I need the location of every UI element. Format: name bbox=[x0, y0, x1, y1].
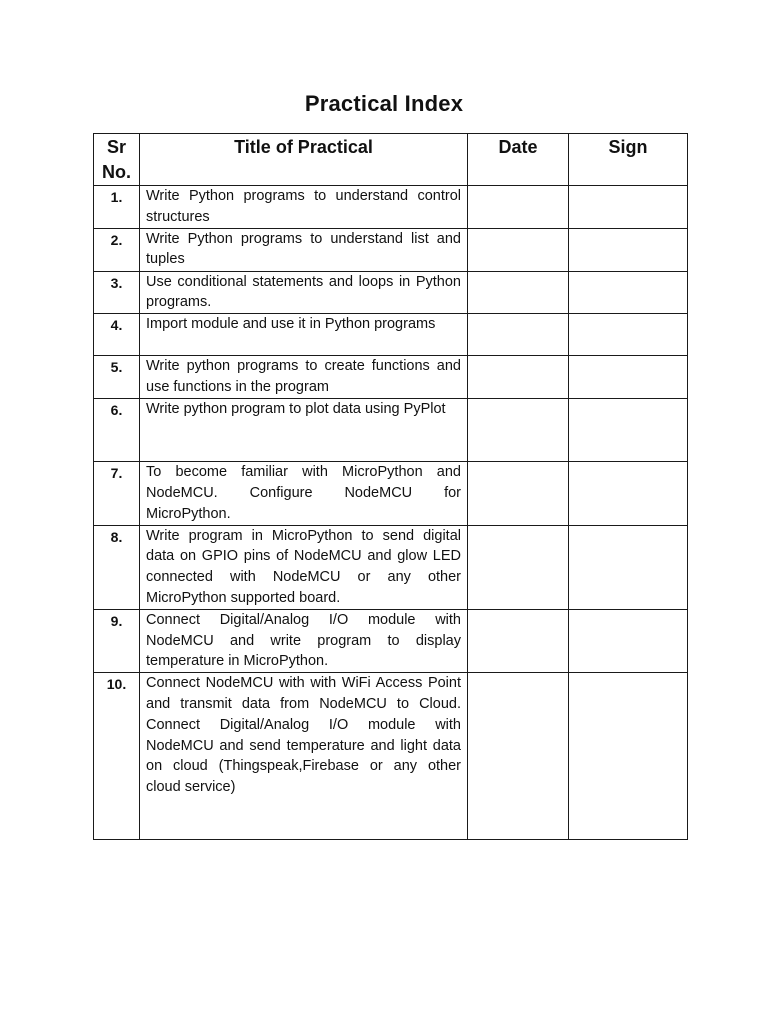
sign-cell bbox=[569, 186, 688, 229]
sr-no-cell: 1. bbox=[94, 186, 140, 229]
sr-no-cell: 4. bbox=[94, 314, 140, 356]
sign-cell bbox=[569, 462, 688, 525]
practical-title-cell: Write Python programs to understand list and tuples bbox=[140, 228, 468, 271]
sr-no-header bbox=[94, 134, 140, 186]
sign-cell bbox=[569, 314, 688, 356]
table-row bbox=[94, 399, 688, 462]
date-cell bbox=[468, 356, 569, 399]
date-cell bbox=[468, 228, 569, 271]
date-cell bbox=[468, 314, 569, 356]
date-cell bbox=[468, 609, 569, 672]
table-row bbox=[94, 462, 688, 525]
sr-no-cell: 9. bbox=[94, 609, 140, 672]
date-cell bbox=[468, 525, 569, 609]
sign-cell bbox=[569, 609, 688, 672]
date-cell bbox=[468, 462, 569, 525]
sr-no-cell: 10. bbox=[94, 673, 140, 840]
sign-header: Sign bbox=[569, 134, 688, 186]
sr-no-cell: 8. bbox=[94, 525, 140, 609]
sign-cell bbox=[569, 673, 688, 840]
practical-title-cell: To become familiar with MicroPython and NodeMCU. Configure NodeMCU for MicroPython. bbox=[140, 462, 468, 525]
sign-cell bbox=[569, 356, 688, 399]
table-row bbox=[94, 673, 688, 840]
title-header: Title of Practical bbox=[140, 134, 468, 186]
table-header-row bbox=[94, 134, 688, 186]
table-row bbox=[94, 186, 688, 229]
practical-title-cell: Use conditional statements and loops in Python programs. bbox=[140, 271, 468, 314]
practical-title-cell: Connect Digital/Analog I/O module with NodeMCU and write program to display temperature in MicroPython. bbox=[140, 609, 468, 672]
sr-no-cell: 2. bbox=[94, 228, 140, 271]
date-cell bbox=[468, 186, 569, 229]
practical-title-cell: Write program in MicroPython to send digital data on GPIO pins of NodeMCU and glow LED connected with NodeMCU or any other MicroPython supported board. bbox=[140, 525, 468, 609]
page-title: Practical Index bbox=[304, 91, 464, 116]
date-cell bbox=[468, 399, 569, 462]
table-row bbox=[94, 609, 688, 672]
date-cell bbox=[468, 271, 569, 314]
sr-no-cell: 3. bbox=[94, 271, 140, 314]
table-row bbox=[94, 271, 688, 314]
practical-title-cell: Write Python programs to understand control structures bbox=[140, 186, 468, 229]
sign-cell bbox=[569, 228, 688, 271]
practical-index-table bbox=[93, 133, 688, 840]
date-header: Date bbox=[468, 134, 569, 186]
date-cell bbox=[468, 673, 569, 840]
sr-header-line1: Sr bbox=[106, 137, 126, 157]
table-row bbox=[94, 356, 688, 399]
sr-no-cell: 7. bbox=[94, 462, 140, 525]
table-row bbox=[94, 314, 688, 356]
table-row bbox=[94, 228, 688, 271]
practical-title-cell: Import module and use it in Python programs bbox=[140, 314, 468, 356]
practical-title-cell: Connect NodeMCU with with WiFi Access Point and transmit data from NodeMCU to Cloud. Connect Digital/Analog I/O module with NodeMCU and send temperature and light data on cloud (Thingspeak,Firebase or any other cloud service) bbox=[140, 673, 468, 840]
sign-cell bbox=[569, 525, 688, 609]
sr-no-cell: 5. bbox=[94, 356, 140, 399]
table-row bbox=[94, 525, 688, 609]
sr-no-cell: 6. bbox=[94, 399, 140, 462]
sr-header-line2: No. bbox=[102, 162, 131, 182]
sign-cell bbox=[569, 271, 688, 314]
practical-title-cell: Write python program to plot data using PyPlot bbox=[140, 399, 468, 462]
practical-title-cell: Write python programs to create functions and use functions in the program bbox=[140, 356, 468, 399]
sign-cell bbox=[569, 399, 688, 462]
